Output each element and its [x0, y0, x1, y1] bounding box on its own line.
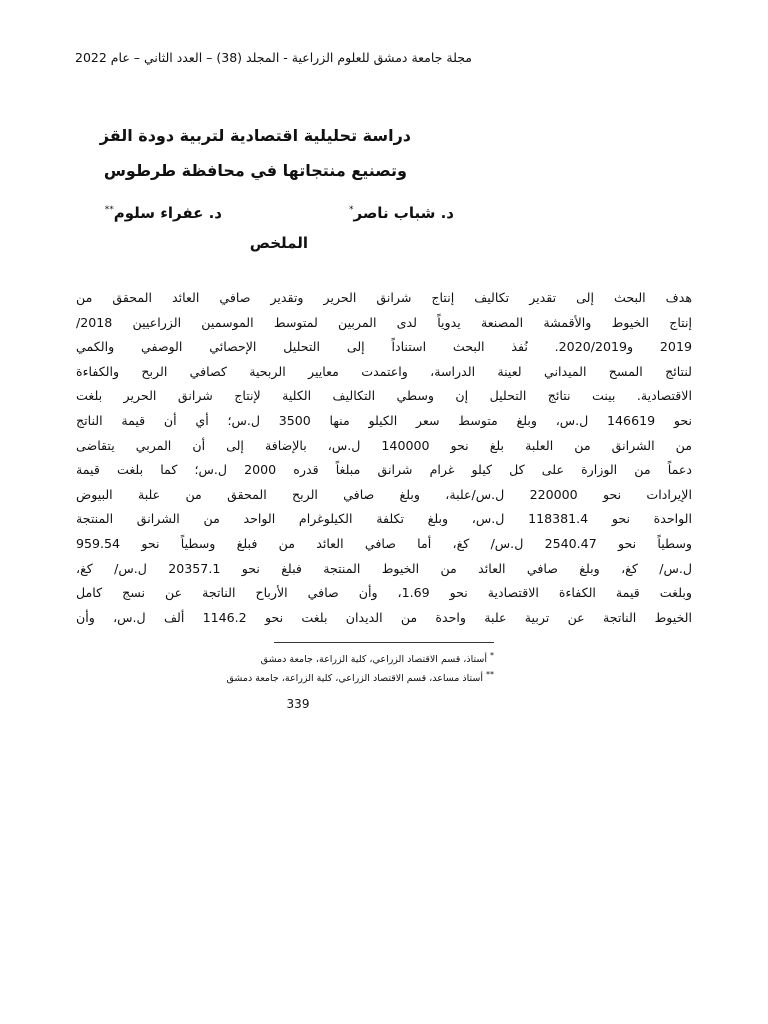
abstract-heading: الملخص — [249, 234, 308, 252]
footnote-2-text: أستاذ مساعد، قسم الاقتصاد الزراعي، كلية الزراعة، جامعة دمشق — [226, 673, 483, 685]
author-2-mark: ** — [104, 205, 114, 215]
abstract-line: وسطياً نحو 2540.47 ل.س/ كغ، أما صافي العائد من فبلغ وسطياً نحو 959.54 — [76, 535, 692, 551]
abstract-body — [76, 286, 692, 630]
abstract-line: لنتائج المسح الميداني لعينة الدراسة، واعتمدت معايير الربحية كصافي الربح والكفاءة — [76, 363, 692, 379]
abstract-line: الواحدة نحو 118381.4 ل.س، وبلغ تكلفة الكيلوغرام الواحد من الشرانق المنتجة — [76, 511, 692, 527]
abstract-line: من الشرانق من العلبة بلغ نحو 140000 ل.س، بالإضافة إلى أن المربي يتقاضى — [76, 437, 692, 453]
abstract-line: نحو 146619 ل.س، وبلغ متوسط سعر الكيلو منها 3500 ل.س؛ أي أن قيمة الناتج — [76, 412, 692, 428]
abstract-line: الاقتصادية. بينت نتائج التحليل إن وسطي التكاليف الكلية لإنتاج شرانق الحرير بلغت — [76, 388, 692, 404]
abstract-line: هدف البحث إلى تقدير تكاليف إنتاج شرانق الحرير وتقدير صافي العائد المحقق من — [76, 290, 692, 305]
running-header: مجلة جامعة دمشق للعلوم الزراعية - المجلد (38) – العدد الثاني – عام 2022 — [75, 50, 472, 65]
author-1-name: د. شباب ناصر — [353, 204, 454, 222]
author-2-name: د. عفراء سلوم — [113, 204, 222, 222]
author-2 — [105, 204, 222, 222]
paper-title-line-1: دراسة تحليلية اقتصادية لتربية دودة القز — [99, 126, 411, 145]
abstract-line: الخيوط الناتجة عن تربية علبة واحدة من الديدان بلغت نحو 1146.2 ألف ل.س، وأن — [76, 609, 692, 625]
abstract-line: وبلغت قيمة الكفاءة الاقتصادية نحو 1.69، وأن صافي الأرباح الناتجة عن نسج كامل — [76, 585, 692, 601]
footnote-1 — [194, 648, 494, 667]
author-1 — [349, 204, 454, 222]
abstract-line: دعماً من الوزارة على كل كيلو غرام شرانق مبلغاً قدره 2000 ل.س؛ كما بلغت قيمة — [76, 462, 692, 478]
footnote-2 — [194, 667, 494, 686]
paper-title-line-2: وتصنيع منتجاتها في محافظة طرطوس — [103, 161, 407, 180]
footnote-1-mark: * — [490, 651, 494, 660]
author-1-mark: * — [348, 205, 354, 215]
footnote-1-text: أستاذ، قسم الاقتصاد الزراعي، كلية الزراعة، جامعة دمشق — [260, 654, 487, 666]
footnote-2-mark: ** — [486, 670, 494, 680]
footnotes — [194, 648, 494, 686]
abstract-line: الإيرادات نحو 220000 ل.س/علبة، وبلغ صافي الربح المحقق من علبة البيوض — [76, 486, 692, 502]
page-number: 339 — [286, 697, 310, 711]
abstract-line: ل.س/ كغ، وبلغ صافي العائد من الخيوط المنتجة فبلغ نحو 20357.1 ل.س/ كغ، — [76, 560, 692, 576]
footnote-divider — [274, 642, 494, 643]
abstract-line: إنتاج الخيوط والأقمشة المصنعة يدوياً لدى المربين لمتوسط الموسمين الزراعيين 2018/ — [76, 314, 692, 330]
abstract-line: 2019 و2020/2019. نُفذ البحث استناداً إلى التحليل الإحصائي الوصفي والكمي — [76, 339, 692, 355]
